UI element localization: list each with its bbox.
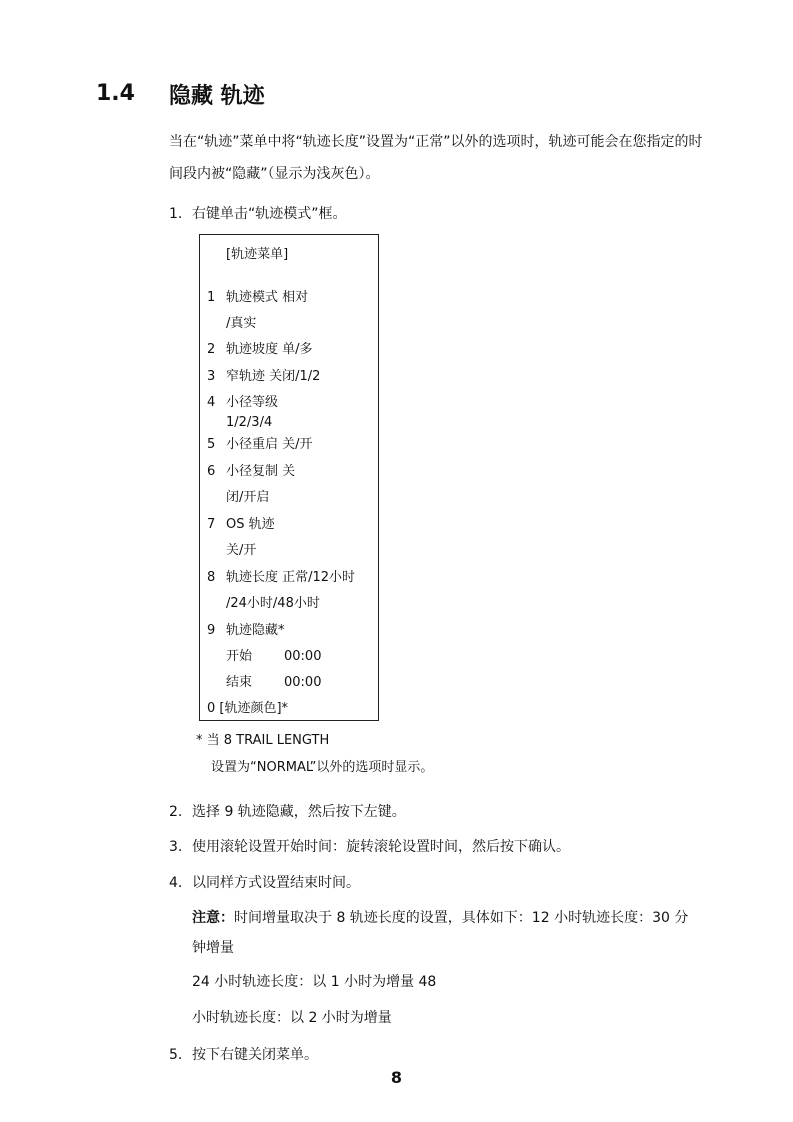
section-number: 1.4 xyxy=(96,81,135,106)
step-5-text: 按下右键关闭菜单。 xyxy=(192,1047,318,1063)
menu-item-1-line2: /真实 xyxy=(226,316,257,331)
menu-end-label: 结束 xyxy=(226,675,253,690)
menu-start-label: 开始 xyxy=(226,649,253,664)
menu-item-0: 0 [轨迹颜色]* xyxy=(207,701,289,716)
menu-item-4-line1: 小径等级 xyxy=(226,395,279,410)
menu-item-8-number: 8 xyxy=(207,570,216,585)
menu-start-value: 00:00 xyxy=(284,649,322,664)
note-label: 注意： xyxy=(192,910,234,926)
menu-item-3-line1: 窄轨迹 关闭/1/2 xyxy=(226,369,321,384)
intro-line-2: 间段内被“隐藏”（显示为浅灰色）。 xyxy=(169,166,380,182)
page-number: 8 xyxy=(390,1068,403,1087)
menu-item-1-number: 1 xyxy=(207,290,216,305)
menu-item-8-line1: 轨迹长度 正常/12小时 xyxy=(226,570,356,585)
menu-item-5-line1: 小径重启 关/开 xyxy=(226,437,313,452)
step-3-text: 使用滚轮设置开始时间：旋转滚轮设置时间，然后按下确认。 xyxy=(192,839,570,855)
note-line-4: 小时轨迹长度：以 2 小时为增量 xyxy=(192,1010,392,1026)
menu-item-2-line1: 轨迹坡度 单/多 xyxy=(226,342,313,357)
step-1-number: 1. xyxy=(169,206,183,222)
menu-item-6-number: 6 xyxy=(207,464,216,479)
menu-item-4-line2: 1/2/3/4 xyxy=(226,415,273,430)
menu-item-7-line1: OS 轨迹 xyxy=(226,517,275,532)
step-2-text: 选择 9 轨迹隐藏，然后按下左键。 xyxy=(192,804,406,820)
note-line-3: 24 小时轨迹长度：以 1 小时为增量 48 xyxy=(192,974,437,990)
menu-item-5-number: 5 xyxy=(207,437,216,452)
menu-item-3-number: 3 xyxy=(207,369,216,384)
menu-item-6-line1: 小径复制 关 xyxy=(226,464,296,479)
menu-end-value: 00:00 xyxy=(284,675,322,690)
menu-item-7-line2: 关/开 xyxy=(226,543,257,558)
menu-item-8-line2: /24小时/48小时 xyxy=(226,596,320,611)
section-title: 隐藏 轨迹 xyxy=(169,84,265,109)
intro-line-1: 当在“轨迹”菜单中将“轨迹长度”设置为“正常”以外的选项时，轨迹可能会在您指定的时 xyxy=(169,134,703,150)
footnote-line-1: * 当 8 TRAIL LENGTH xyxy=(196,733,330,748)
note-line-1 xyxy=(192,908,688,928)
note-line-2: 钟增量 xyxy=(192,940,234,956)
step-4-number: 4. xyxy=(169,875,183,891)
menu-item-9-number: 9 xyxy=(207,623,216,638)
menu-item-1-line1: 轨迹模式 相对 xyxy=(226,290,309,305)
menu-item-2-number: 2 xyxy=(207,342,216,357)
note-text-1: 时间增量取决于 8 轨迹长度的设置，具体如下：12 小时轨迹长度：30 分 xyxy=(234,910,689,926)
step-2-number: 2. xyxy=(169,804,183,820)
footnote-line-2: 设置为“NORMAL”以外的选项时显示。 xyxy=(211,760,434,775)
menu-item-6-line2: 闭/开启 xyxy=(226,490,270,505)
menu-header: [轨迹菜单] xyxy=(226,247,289,262)
step-5-number: 5. xyxy=(169,1047,183,1063)
menu-item-4-number: 4 xyxy=(207,395,216,410)
menu-item-7-number: 7 xyxy=(207,517,216,532)
step-3-number: 3. xyxy=(169,839,183,855)
menu-item-9-line1: 轨迹隐藏* xyxy=(226,623,285,638)
step-4-text: 以同样方式设置结束时间。 xyxy=(192,875,360,891)
step-1-text: 右键单击“轨迹模式”框。 xyxy=(192,206,347,222)
